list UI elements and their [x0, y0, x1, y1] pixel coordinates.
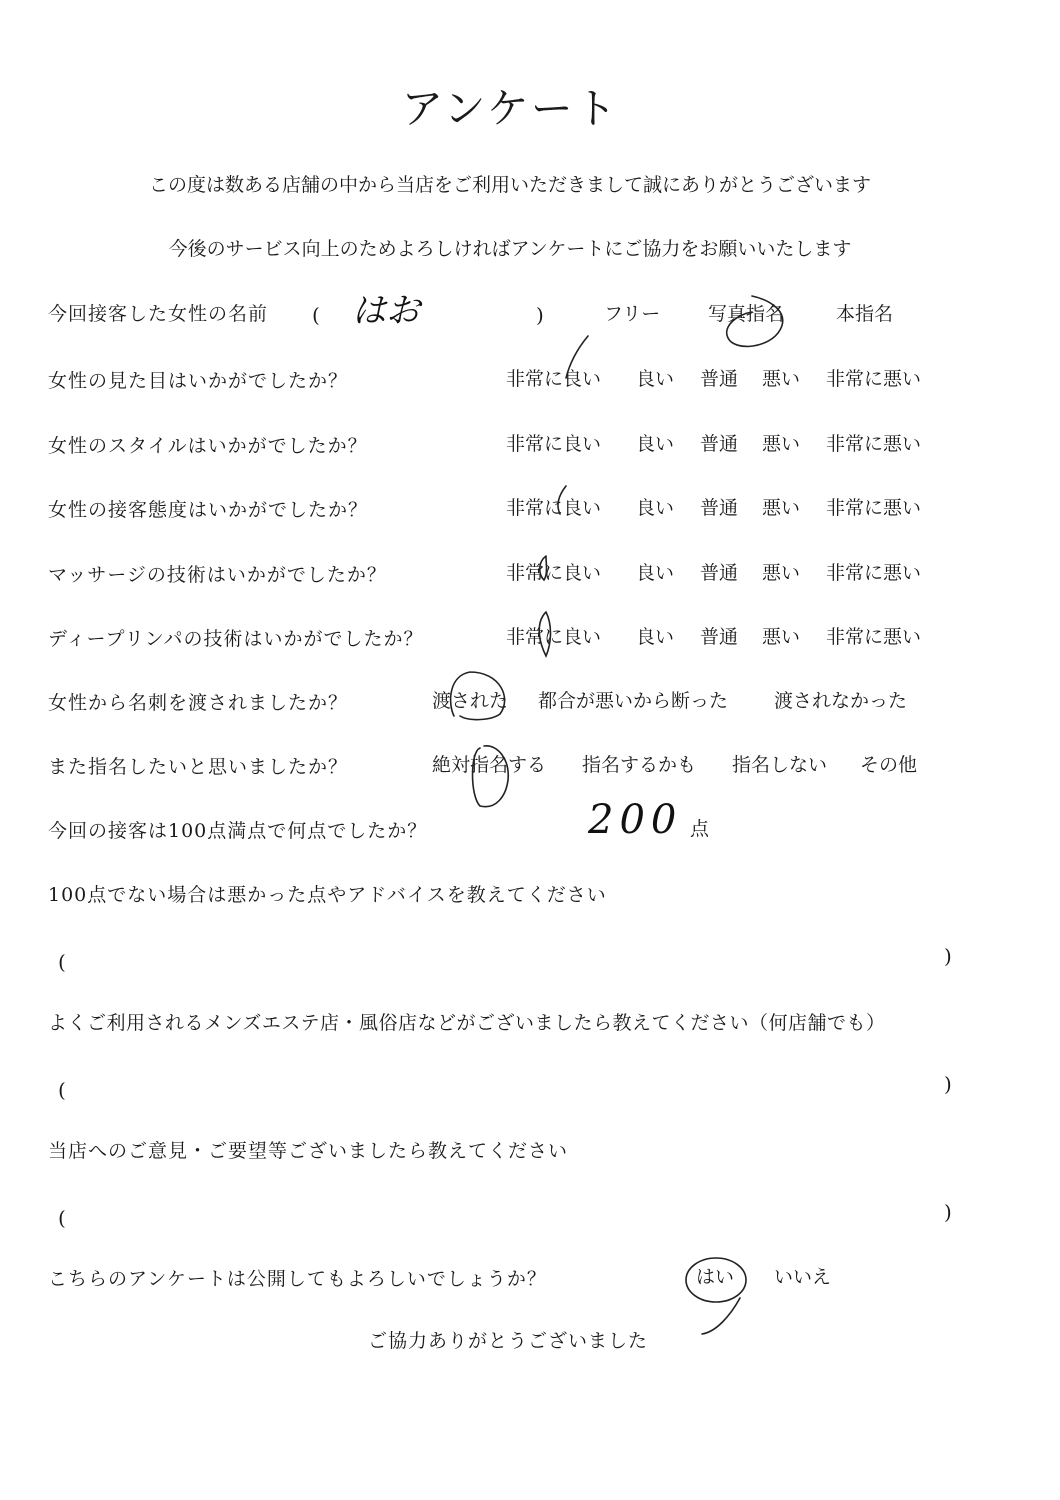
looks-bad[interactable]: 悪い: [762, 368, 801, 390]
card-received[interactable]: 渡された: [432, 690, 509, 712]
score-unit: 点: [690, 818, 710, 840]
name-paren-open: (: [312, 303, 320, 327]
score-question: 今回の接客は100点満点で何点でしたか？: [48, 820, 428, 842]
advice-paren-open: (: [58, 950, 66, 974]
publish-no[interactable]: いいえ: [774, 1266, 832, 1288]
attitude-bad[interactable]: 悪い: [762, 497, 801, 519]
lymph-very-good[interactable]: 非常に良い: [506, 626, 602, 648]
advice-paren-close: ): [944, 944, 952, 968]
name-question: 今回接客した女性の名前: [48, 303, 269, 325]
looks-average[interactable]: 普通: [700, 368, 739, 390]
intro-line-2: 今後のサービス向上のためよろしければアンケートにご協力をお願いいたします: [168, 238, 852, 260]
style-good[interactable]: 良い: [636, 433, 675, 455]
lymph-average[interactable]: 普通: [700, 626, 739, 648]
card-not-received[interactable]: 渡されなかった: [774, 690, 908, 712]
rating-question-style: 女性のスタイルはいかがでしたか？: [48, 435, 368, 457]
card-declined[interactable]: 都合が悪いから断った: [538, 690, 729, 712]
style-very-bad[interactable]: 非常に悪い: [826, 433, 922, 455]
handwritten-score[interactable]: 200: [588, 797, 683, 843]
revisit-question: また指名したいと思いましたか？: [48, 756, 349, 778]
advice-answer-field[interactable]: [80, 952, 940, 974]
option-free[interactable]: フリー: [604, 303, 661, 325]
requests-question: 当店へのご意見・ご要望等ございましたら教えてください: [48, 1140, 569, 1162]
looks-very-good[interactable]: 非常に良い: [506, 368, 602, 390]
advice-question: 100点でない場合は悪かった点やアドバイスを教えてください: [48, 884, 607, 906]
other-shops-paren-open: (: [58, 1078, 66, 1102]
intro-line-1: この度は数ある店舗の中から当店をご利用いただきまして誠にありがとうございます: [148, 174, 871, 196]
massage-good[interactable]: 良い: [636, 562, 675, 584]
closing-message: ご協力ありがとうございました: [368, 1330, 649, 1352]
lymph-bad[interactable]: 悪い: [762, 626, 801, 648]
handwritten-name[interactable]: はお: [352, 291, 420, 331]
revisit-definitely[interactable]: 絶対指名する: [432, 754, 547, 776]
survey-title: アンケート: [401, 84, 619, 133]
looks-good[interactable]: 良い: [636, 368, 675, 390]
style-average[interactable]: 普通: [700, 433, 739, 455]
style-bad[interactable]: 悪い: [762, 433, 801, 455]
massage-very-bad[interactable]: 非常に悪い: [826, 562, 922, 584]
revisit-maybe[interactable]: 指名するかも: [582, 754, 697, 776]
other-shops-answer-field[interactable]: [80, 1080, 940, 1102]
rating-question-looks: 女性の見た目はいかがでしたか？: [48, 370, 349, 392]
style-very-good[interactable]: 非常に良い: [506, 433, 602, 455]
publish-question: こちらのアンケートは公開してもよろしいでしょうか？: [48, 1268, 547, 1290]
revisit-other[interactable]: その他: [860, 754, 918, 776]
mark-publish-yes-tail: [702, 1298, 740, 1334]
rating-question-massage: マッサージの技術はいかがでしたか？: [48, 564, 387, 586]
massage-very-good[interactable]: 非常に良い: [506, 562, 602, 584]
name-paren-close: ): [536, 303, 544, 327]
business-card-question: 女性から名刺を渡されましたか？: [48, 692, 349, 714]
attitude-good[interactable]: 良い: [636, 497, 675, 519]
publish-yes[interactable]: はい: [696, 1266, 735, 1288]
rating-question-attitude: 女性の接客態度はいかがでしたか？: [48, 499, 369, 521]
lymph-good[interactable]: 良い: [636, 626, 675, 648]
revisit-no[interactable]: 指名しない: [732, 754, 828, 776]
looks-very-bad[interactable]: 非常に悪い: [826, 368, 922, 390]
other-shops-question: よくご利用されるメンズエステ店・風俗店などがございましたら教えてください（何店舗でも）: [48, 1012, 886, 1034]
requests-answer-field[interactable]: [80, 1208, 940, 1230]
option-photo-nomination[interactable]: 写真指名: [708, 303, 785, 325]
massage-bad[interactable]: 悪い: [762, 562, 801, 584]
attitude-very-bad[interactable]: 非常に悪い: [826, 497, 922, 519]
rating-question-lymph: ディープリンパの技術はいかがでしたか？: [48, 628, 424, 650]
option-main-nomination[interactable]: 本指名: [836, 303, 894, 325]
requests-paren-close: ): [944, 1200, 952, 1224]
attitude-average[interactable]: 普通: [700, 497, 739, 519]
lymph-very-bad[interactable]: 非常に悪い: [826, 626, 922, 648]
requests-paren-open: (: [58, 1206, 66, 1230]
attitude-very-good[interactable]: 非常に良い: [506, 497, 602, 519]
massage-average[interactable]: 普通: [700, 562, 739, 584]
other-shops-paren-close: ): [944, 1072, 952, 1096]
